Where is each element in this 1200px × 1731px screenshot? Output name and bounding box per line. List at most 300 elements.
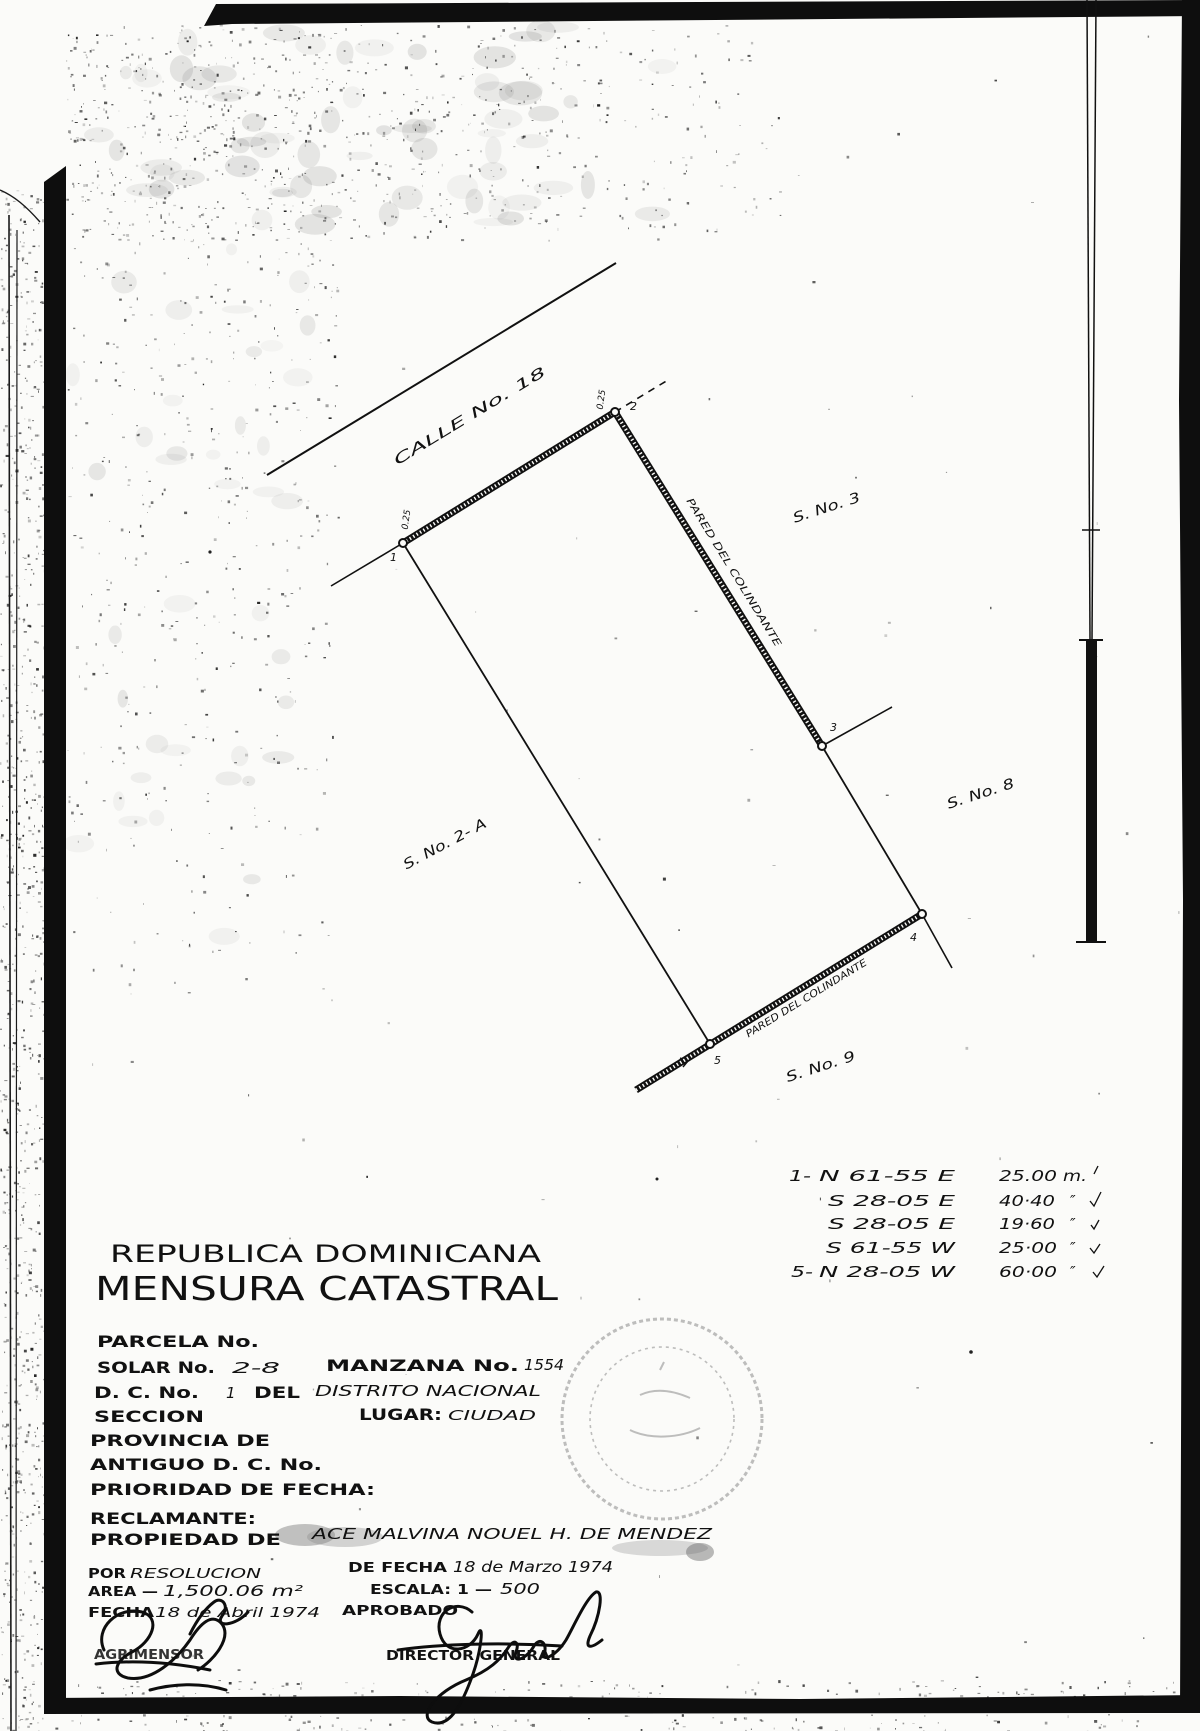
scan-speck [397,118,398,119]
scan-speck [414,109,415,111]
scan-speck [0,1090,1,1092]
scan-speck [198,206,200,208]
scan-speck [112,414,113,415]
scan-speck [152,92,154,95]
scan-speck [496,104,498,105]
scan-speck [41,626,43,627]
scan-speck [207,255,210,258]
scan-speck [912,1681,915,1683]
scan-speck [758,1682,760,1685]
scan-speck [31,300,34,302]
scan-speck [110,912,111,913]
scan-speck [20,1160,21,1161]
scan-speck [27,302,28,305]
scan-speck [75,114,76,115]
scan-speck [132,314,135,316]
scan-speck [284,184,286,185]
scan-speck [137,298,138,301]
scan-speck [350,238,353,240]
scan-speck [125,201,126,202]
scan-speck [159,349,160,352]
scan-speck [739,125,741,126]
scan-speck [191,357,194,360]
scan-speck [75,403,77,406]
scan-speck [229,522,231,524]
scan-speck [213,739,215,742]
scan-speck [90,494,93,497]
scan-speck [687,202,689,204]
scan-speck [345,1683,348,1684]
scan-speck [426,1690,427,1692]
scan-speck [221,133,224,134]
scan-speck [19,1336,21,1338]
scan-speck [196,296,199,299]
scan-speck [74,47,77,50]
scan-speck [468,124,469,126]
scan-speck [277,335,278,337]
scan-speck [43,1422,45,1424]
scan-speck [150,712,152,714]
scan-speck [1061,1691,1063,1693]
scan-speck [367,132,369,135]
scan-speck [20,1530,22,1532]
scan-blot [499,81,542,105]
scan-speck [756,206,758,209]
scan-speck [265,664,268,666]
scan-speck [182,940,183,941]
scan-speck [270,227,273,228]
scan-speck [13,273,15,276]
scan-speck [173,237,175,240]
scan-speck [101,1693,104,1694]
scan-speck [66,199,69,201]
scan-speck [83,75,86,77]
scan-speck [20,241,21,243]
scan-speck [293,205,294,207]
scan-speck [12,1076,15,1078]
scan-speck [20,1225,21,1226]
scan-speck [149,207,151,208]
scan-speck [814,629,816,631]
scan-blot [480,162,507,181]
scan-speck [21,760,23,762]
offset-label: 0.25 [400,509,414,531]
scan-speck [424,217,427,218]
scan-speck [27,1369,29,1371]
scan-speck [38,1506,40,1508]
scan-speck [138,39,141,41]
scan-speck [83,361,85,363]
scan-speck [6,1132,8,1134]
scan-blot [321,106,340,133]
scan-speck [473,114,476,116]
scan-speck [21,450,24,452]
scan-speck [209,332,211,334]
scale-bar-line [1092,0,1096,640]
scan-speck [70,76,72,77]
scan-speck [132,1692,133,1694]
scan-speck [214,208,216,209]
scan-speck [6,840,9,842]
scan-speck [11,615,13,617]
scan-speck [22,736,23,737]
scan-speck [216,216,219,218]
scan-speck [26,334,28,336]
scan-speck [136,165,138,167]
scan-speck [319,1726,321,1729]
scan-speck [171,625,173,626]
scan-speck [72,467,73,469]
scan-speck [556,48,557,49]
course-value: S 28-05 E [828,1215,956,1233]
scan-speck [352,179,354,181]
scan-speck [596,46,598,48]
scan-speck [161,624,164,627]
scan-speck [255,315,257,318]
scan-speck [17,685,19,686]
scan-speck [462,104,463,105]
scan-speck [254,638,257,640]
scan-speck [423,35,426,37]
scan-speck [325,623,328,625]
distance-value: 40·40 [999,1192,1055,1210]
scan-speck [32,1703,33,1705]
scan-speck [25,569,27,570]
scan-speck [322,988,324,989]
scan-speck [556,214,559,216]
scan-speck [11,475,12,477]
scan-speck [39,761,40,764]
scan-speck [778,1680,780,1683]
scan-speck [1002,1692,1004,1695]
scan-speck [29,1264,31,1266]
unit-value: ″ [1070,1263,1076,1281]
scan-speck [68,750,69,751]
scan-speck [82,201,84,202]
scan-speck [242,487,243,490]
scan-speck [239,568,241,570]
scan-speck [255,826,258,828]
ink-dot [208,550,211,553]
scan-speck [317,769,318,770]
scan-speck [234,598,235,599]
distance-value: 19·60 [999,1215,1055,1233]
scan-speck [474,1721,476,1723]
scan-speck [578,1685,580,1687]
scan-speck [2,1718,4,1719]
scan-speck [24,779,26,781]
scan-speck [20,296,22,297]
scan-speck [112,761,113,763]
scan-speck [31,440,32,441]
scan-speck [178,227,180,228]
scan-speck [36,751,37,752]
scan-speck [19,365,21,366]
scan-speck [125,43,126,45]
scan-speck [32,1684,35,1685]
scan-speck [7,1018,9,1019]
scan-speck [175,115,178,116]
scan-speck [233,632,235,634]
scan-speck [21,1142,23,1144]
neighbor-lot-label: S. No. 2- A [400,824,474,874]
scan-speck [42,1123,44,1125]
scan-speck [154,338,157,340]
scan-speck [97,1719,99,1721]
scan-blot [108,626,121,645]
scan-speck [43,1435,44,1436]
scan-speck [327,563,328,565]
scan-blot [165,300,192,320]
scan-speck [24,798,25,800]
scan-speck [316,78,319,79]
scan-speck [199,133,201,135]
scan-speck [23,749,26,752]
scan-speck [269,198,272,199]
scan-speck [36,881,38,883]
scan-speck [42,1718,44,1720]
scan-speck [92,1063,93,1066]
scan-speck [537,166,539,169]
check-mark [1090,1244,1100,1253]
scan-speck [589,47,590,49]
scan-speck [435,50,437,53]
scan-speck [38,1314,39,1316]
scan-speck [13,767,14,768]
scan-speck [207,226,209,229]
corner-marker [918,910,926,918]
scan-speck [76,37,78,40]
scan-speck [2,806,3,807]
scan-speck [72,120,73,121]
scan-speck [1179,911,1180,914]
scan-speck [243,78,245,80]
scan-speck [684,173,687,175]
scan-speck [97,187,98,189]
scan-speck [109,169,110,170]
scan-speck [106,342,109,344]
scan-speck [33,386,36,388]
scan-speck [332,999,333,1001]
scan-speck [997,1721,1000,1724]
scan-speck [526,74,528,76]
scan-speck [100,613,102,616]
scan-speck [84,184,85,187]
scan-speck [456,154,458,155]
scan-speck [141,152,142,155]
scan-speck [97,268,98,270]
scan-speck [7,1268,9,1269]
scan-speck [2,285,4,286]
left-edge-curve [0,190,40,222]
scan-speck [29,1048,32,1050]
scan-speck [207,1722,209,1723]
scan-speck [146,214,148,215]
scan-speck [326,79,328,81]
scan-speck [629,1684,630,1686]
scan-speck [213,104,214,106]
scan-speck [10,588,12,589]
scan-speck [490,216,491,217]
scan-speck [145,552,147,555]
scan-speck [41,847,43,849]
scan-speck [19,1186,20,1187]
scan-speck [311,87,313,88]
scan-speck [24,1170,26,1173]
scan-speck [23,1262,26,1263]
scan-speck [26,801,28,804]
scan-speck [30,427,31,430]
scan-speck [372,169,374,172]
scan-speck [7,1474,8,1477]
scan-speck [18,874,19,875]
scan-speck [5,425,8,427]
scan-speck [339,217,342,218]
scan-speck [3,460,5,463]
scan-speck [27,263,28,265]
scan-speck [181,139,183,140]
scan-speck [232,40,233,42]
scan-speck [734,187,736,188]
scan-speck [203,158,205,160]
scan-speck [294,115,297,116]
scan-speck [696,1436,699,1439]
scan-speck [130,63,131,66]
scan-speck [160,216,162,219]
scan-speck [41,301,44,302]
scan-speck [30,1542,31,1543]
scan-speck [96,643,97,646]
scan-speck [292,875,295,877]
scan-speck [146,471,148,472]
area-label: AREA — [88,1585,158,1600]
scan-speck [579,778,580,779]
scan-speck [233,121,235,122]
scan-speck [1094,1720,1097,1723]
scan-speck [369,116,371,118]
scan-speck [138,748,139,750]
scan-speck [205,738,207,739]
scan-speck [489,190,491,193]
scan-speck [120,725,122,727]
scan-speck [24,1659,26,1661]
scan-speck [36,1231,37,1232]
scan-speck [23,1489,24,1491]
scan-blot [253,487,284,498]
scan-speck [135,558,137,561]
scan-speck [199,27,201,28]
scan-speck [226,1692,229,1693]
scan-speck [242,28,245,31]
scan-speck [6,1562,8,1564]
scan-speck [41,1326,43,1328]
scan-speck [26,1525,27,1526]
scan-speck [598,82,600,84]
scan-speck [3,541,4,544]
scan-speck [83,123,86,126]
scan-speck [17,1491,20,1493]
street-label: CALLE No. 18 [391,406,480,469]
scan-speck [90,191,92,192]
scan-speck [37,1427,38,1429]
scan-speck [20,731,22,732]
scan-speck [673,1727,674,1730]
scan-speck [550,129,553,132]
scan-speck [245,224,246,227]
scan-speck [480,150,481,152]
scan-speck [941,1681,944,1682]
scan-speck [18,250,20,251]
scan-speck [24,1654,26,1655]
scan-speck [812,281,815,283]
scan-speck [884,634,887,637]
scan-speck [304,97,305,98]
scan-speck [562,120,563,123]
scan-speck [13,1068,15,1071]
scan-speck [1101,1724,1102,1725]
scan-speck [4,1352,5,1354]
scan-blot [131,772,152,783]
scan-speck [7,855,8,858]
scan-blot [170,55,193,82]
hatched-wall-2-3 [615,412,822,746]
scan-speck [24,221,26,223]
scan-speck [69,800,71,803]
scan-speck [33,784,35,786]
scan-speck [5,687,7,690]
scan-speck [125,557,126,559]
scan-speck [422,185,423,187]
scan-speck [234,614,236,615]
scan-speck [111,195,112,196]
scan-speck [159,94,162,96]
distance-value: 25.00 [999,1167,1057,1185]
scan-speck [42,283,44,285]
scan-speck [78,1684,79,1687]
scan-speck [709,398,711,400]
scan-speck [71,812,74,815]
scan-speck [606,107,609,110]
scan-speck [29,448,30,449]
scan-speck [414,236,417,239]
scan-speck [95,118,97,119]
scan-speck [32,1361,33,1362]
scan-speck [34,1432,36,1433]
scan-speck [233,358,234,359]
scan-speck [26,1132,28,1135]
de-fecha-value: 18 de Marzo 1974 [453,1558,613,1576]
scan-speck [233,352,234,354]
scan-speck [3,670,4,672]
scan-speck [122,652,123,653]
scan-speck [74,140,77,143]
scan-speck [639,61,642,63]
scan-speck [80,813,83,815]
scan-speck [275,170,278,173]
scan-speck [6,742,8,744]
scan-speck [10,323,13,324]
scan-speck [1103,1726,1106,1728]
scan-blot [126,183,168,197]
scan-speck [106,35,107,37]
scan-speck [493,38,496,40]
scan-speck [960,1695,963,1697]
scan-speck [281,460,284,462]
scan-speck [99,1687,102,1689]
scan-speck [647,183,649,185]
scan-speck [332,736,334,739]
scan-speck [306,417,307,418]
